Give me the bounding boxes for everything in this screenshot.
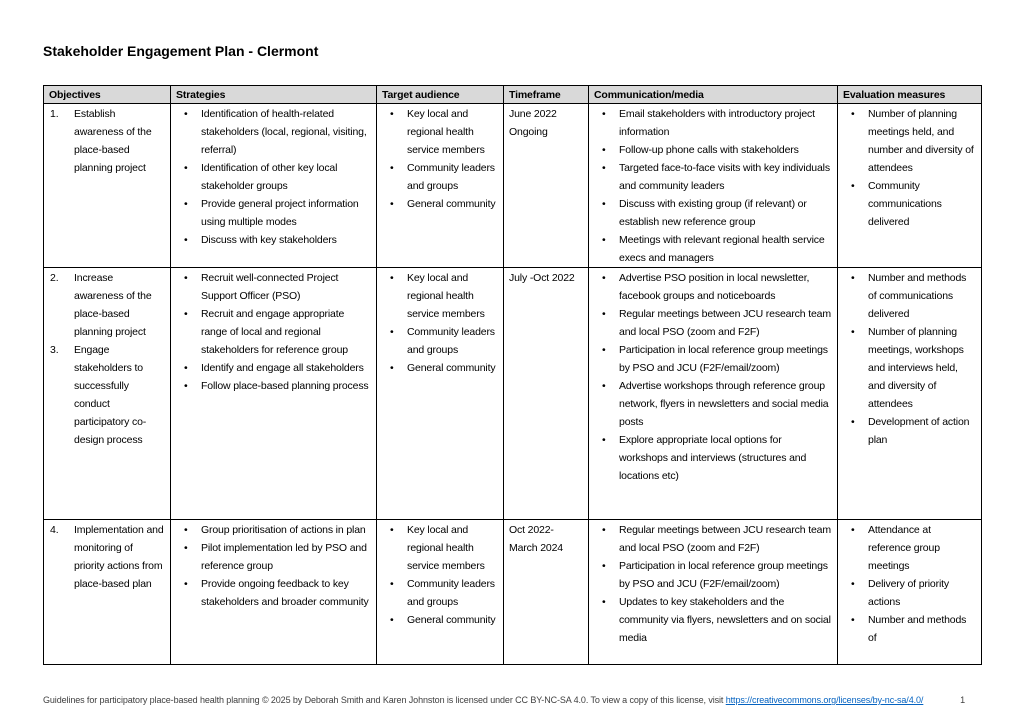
evaluation-cell [838,104,982,268]
communication-cell [589,268,838,520]
bullet-marker: • [851,108,855,120]
bullet-marker: • [390,108,394,120]
license-text-body: Guidelines for participatory place-based health planning © 2025 by Deborah Smith and Karen Johnston is licensed under CC BY-NC-SA 4.0. To view a copy of this license, visit [43,695,726,705]
column-header-evaluation-measures: Evaluation measures [838,86,982,104]
bullet-item [382,105,498,159]
item-text: Number of planning meetings, workshops and interviews held, and diversity of attendees [868,326,964,410]
item-text: Participation in local reference group meetings by PSO and JCU (F2F/email/zoom) [619,344,828,374]
timeframe-text: June 2022 [509,108,557,120]
bullet-marker: • [390,198,394,210]
strategies-cell [171,104,377,268]
bullet-item [382,195,498,213]
numbered-item [49,341,165,449]
item-text: Key local and regional health service members [407,108,485,156]
bullet-item [382,575,498,611]
bullet-item [594,557,832,593]
bullet-marker: • [851,326,855,338]
bullet-item [382,521,498,575]
item-text: Number of planning meetings held, and number and diversity of attendees [868,108,974,174]
bullet-marker: • [602,144,606,156]
item-text: Group prioritisation of actions in plan [201,524,366,536]
column-header-communication-media: Communication/media [589,86,838,104]
bullet-item [176,195,371,231]
communication-cell [589,520,838,665]
item-text: Community leaders and groups [407,162,495,192]
bullet-item [594,521,832,557]
bullet-marker: • [602,380,606,392]
bullet-item [382,611,498,629]
bullet-item [843,269,976,323]
bullet-item [382,269,498,323]
item-text: Regular meetings between JCU research team and local PSO (zoom and F2F) [619,524,831,554]
bullet-marker: • [184,542,188,554]
bullet-marker: • [184,578,188,590]
bullet-marker: • [602,162,606,174]
bullet-item [382,159,498,195]
bullet-marker: • [602,560,606,572]
item-text: Advertise PSO position in local newsletter, facebook groups and noticeboards [619,272,810,302]
target-audience-cell [377,268,504,520]
bullet-marker: • [390,362,394,374]
bullet-marker: • [390,524,394,536]
bullet-marker: • [602,524,606,536]
bullet-marker: • [184,198,188,210]
license-link[interactable]: https://creativecommons.org/licenses/by-nc-sa/4.0/ [725,695,924,705]
bullet-marker: • [184,272,188,284]
timeframe-text: Ongoing [509,126,548,138]
bullet-marker: • [851,524,855,536]
item-text: Community leaders and groups [407,578,495,608]
bullet-item [176,539,371,575]
strategies-cell [171,520,377,665]
bullet-item [594,159,832,195]
item-text: Follow place-based planning process [201,380,369,392]
item-text: Meetings with relevant regional health service execs and managers [619,234,825,264]
bullet-marker: • [184,362,188,374]
item-number: 4. [50,524,59,536]
stakeholder-plan-table [43,85,982,665]
bullet-marker: • [184,380,188,392]
bullet-item [843,611,976,647]
item-text: Provide general project information using multiple modes [201,198,359,228]
bullet-marker: • [602,272,606,284]
bullet-item [594,377,832,431]
item-text: Establish awareness of the place-based planning project [74,108,152,174]
item-text: Recruit well-connected Project Support Officer (PSO) [201,272,339,302]
bullet-item [594,269,832,305]
bullet-marker: • [184,308,188,320]
item-text: General community [407,614,496,626]
item-number: 3. [50,344,59,356]
item-text: Provide ongoing feedback to key stakeholders and broader community [201,578,369,608]
item-text: Recruit and engage appropriate range of local and regional stakeholders for reference group [201,308,348,356]
bullet-item [843,105,976,177]
item-text: Explore appropriate local options for workshops and interviews (structures and locations etc) [619,434,807,482]
table-row [44,268,982,520]
table-row [44,520,982,665]
header-row [44,86,982,104]
bullet-item [594,195,832,231]
bullet-item [176,305,371,359]
bullet-marker: • [602,234,606,246]
bullet-item [382,359,498,377]
bullet-marker: • [184,162,188,174]
item-text: Number and methods of communications delivered [868,272,967,320]
bullet-item [176,231,371,249]
bullet-marker: • [390,326,394,338]
item-text: Advertise workshops through reference group network, flyers in newsletters and social media posts [619,380,829,428]
target-audience-cell [377,104,504,268]
bullet-item [594,231,832,267]
objectives-cell [44,104,171,268]
item-text: General community [407,362,496,374]
bullet-item [176,359,371,377]
item-text: Implementation and monitoring of priority actions from place-based plan [74,524,164,590]
bullet-item [594,431,832,485]
bullet-item [176,377,371,395]
page-footer [43,694,981,706]
item-text: Updates to key stakeholders and the community via flyers, newsletters and on social media [619,596,831,644]
item-text: Delivery of priority actions [868,578,950,608]
item-text: Regular meetings between JCU research team and local PSO (zoom and F2F) [619,308,831,338]
numbered-item [49,269,165,341]
item-text: Engage stakeholders to successfully conduct participatory co-design process [74,344,147,446]
bullet-item [176,105,371,159]
item-text: Development of action plan [868,416,970,446]
item-text: Targeted face-to-face visits with key individuals and community leaders [619,162,830,192]
item-text: Attendance at reference group meetings [868,524,940,572]
bullet-item [843,323,976,413]
bullet-marker: • [851,614,855,626]
target-audience-cell [377,520,504,665]
bullet-marker: • [602,108,606,120]
item-text: Identify and engage all stakeholders [201,362,364,374]
item-text: Follow-up phone calls with stakeholders [619,144,799,156]
bullet-marker: • [184,524,188,536]
timeframe-text: July -Oct 2022 [509,272,575,284]
bullet-marker: • [851,578,855,590]
item-text: Pilot implementation led by PSO and reference group [201,542,367,572]
bullet-item [594,105,832,141]
bullet-marker: • [851,272,855,284]
item-text: Community leaders and groups [407,326,495,356]
timeframe-cell [504,520,589,665]
license-text [43,694,923,706]
bullet-item [843,413,976,449]
bullet-item [594,341,832,377]
timeframe-text: Oct 2022- March 2024 [509,524,563,554]
bullet-item [594,593,832,647]
bullet-marker: • [851,416,855,428]
bullet-marker: • [851,180,855,192]
item-text: Email stakeholders with introductory project information [619,108,815,138]
column-header-timeframe: Timeframe [504,86,589,104]
item-text: Discuss with key stakeholders [201,234,337,246]
page-title: Stakeholder Engagement Plan - Clermont [43,43,319,59]
column-header-objectives: Objectives [44,86,171,104]
page-number: 1 [960,695,965,705]
bullet-marker: • [390,162,394,174]
item-text: Key local and regional health service members [407,272,485,320]
item-number: 1. [50,108,59,120]
bullet-marker: • [390,614,394,626]
bullet-marker: • [602,198,606,210]
bullet-item [594,141,832,159]
bullet-item [594,305,832,341]
item-text: Number and methods of [868,614,967,644]
objectives-cell [44,268,171,520]
item-text: Discuss with existing group (if relevant) or establish new reference group [619,198,807,228]
bullet-marker: • [184,234,188,246]
bullet-item [176,575,371,611]
bullet-item [843,177,976,231]
item-text: Increase awareness of the place-based planning project [74,272,152,338]
table-header [44,86,982,104]
bullet-marker: • [602,596,606,608]
column-header-strategies: Strategies [171,86,377,104]
item-text: Key local and regional health service members [407,524,485,572]
item-text: Community communications delivered [868,180,942,228]
bullet-item [843,575,976,611]
bullet-item [382,323,498,359]
numbered-item [49,105,165,177]
bullet-item [176,269,371,305]
item-text: Identification of health-related stakeholders (local, regional, visiting, referral) [201,108,367,156]
timeframe-cell [504,268,589,520]
table-row [44,104,982,268]
bullet-marker: • [390,578,394,590]
bullet-item [176,521,371,539]
strategies-cell [171,268,377,520]
item-text: Identification of other key local stakeholder groups [201,162,338,192]
bullet-marker: • [602,308,606,320]
item-text: Participation in local reference group meetings by PSO and JCU (F2F/email/zoom) [619,560,828,590]
communication-cell [589,104,838,268]
evaluation-cell [838,268,982,520]
evaluation-cell [838,520,982,665]
bullet-marker: • [390,272,394,284]
bullet-marker: • [602,434,606,446]
column-header-target-audience: Target audience [377,86,504,104]
item-text: General community [407,198,496,210]
bullet-item [176,159,371,195]
bullet-marker: • [602,344,606,356]
bullet-marker: • [184,108,188,120]
timeframe-cell [504,104,589,268]
bullet-item [843,521,976,575]
item-number: 2. [50,272,59,284]
numbered-item [49,521,165,593]
objectives-cell [44,520,171,665]
